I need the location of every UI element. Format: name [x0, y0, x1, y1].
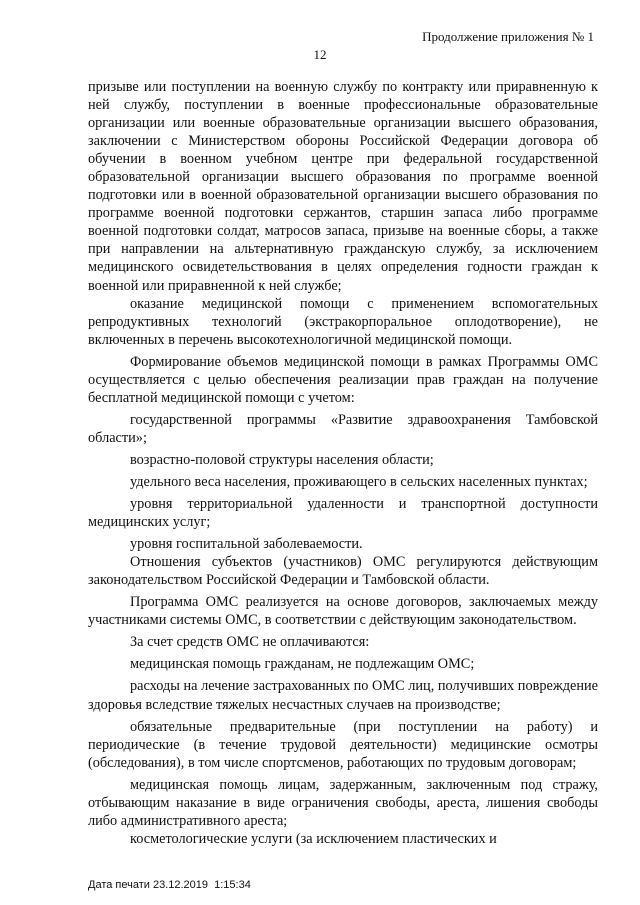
appendix-continuation-note: Продолжение приложения № 1 [422, 29, 594, 44]
paragraph-medical-examinations: обязательные предварительные (при поступлении на работу) и периодические (в течение трудовой деятельности) медицинские осмотры (обследования), в том числе спортсменов, работающих по трудовым договорам; [88, 718, 598, 771]
paragraph-territorial-remoteness: уровня территориальной удаленности и транспортной доступности медицинских услуг; [88, 496, 598, 531]
paragraph-age-sex-structure: возрастно-половой структуры населения области; [130, 451, 434, 468]
paragraph-volume-formation: Формирование объемов медицинской помощи в рамках Программы ОМС осуществляется с целью обеспечения реализации прав граждан на получение бесплатной медицинской помощи с учетом: [88, 353, 598, 406]
paragraph-military-service: призыве или поступлении на военную службу по контракту или приравненную к ней службу, поступлении в военные профессиональные образовательные организации или военные образовательные организации высшего образования, заключении с Министерством обороны Российской Федерации договора об обучении в военном учебном центре при федеральной государственной образовательной организации высшего образования по программе военной подготовки или в военной образовательной организации высшего образования по программе военной подготовки сержантов, старшин запаса либо программе военной подготовки солдат, матросов запаса, призыве на военные сборы, а также при направлении на альтернативную гражданскую службу, за исключением медицинского освидетельствования в целях определения годности граждан к военной или приравненной к ней службе; [88, 79, 598, 294]
paragraph-relations-of-subjects: Отношения субъектов (участников) ОМС регулируются действующим законодательством Российской Федерации и Тамбовской области. [88, 554, 598, 589]
paragraph-state-program: государственной программы «Развитие здравоохранения Тамбовской области»; [88, 411, 598, 446]
paragraph-cosmetology: косметологические услуги (за исключением пластических и [130, 830, 497, 847]
paragraph-contracts: Программа ОМС реализуется на основе договоров, заключаемых между участниками системы ОМС, в соответствии с действующим законодательством. [88, 594, 598, 629]
paragraph-ivf: оказание медицинской помощи с применением вспомогательных репродуктивных технологий (экстракорпоральное оплодотворение), не включенных в перечень высокотехнологичной медицинской помощи. [88, 295, 598, 348]
paragraph-hospital-morbidity: уровня госпитальной заболеваемости. [130, 536, 363, 553]
paragraph-not-paid-heading: За счет средств ОМС не оплачиваются: [130, 634, 370, 651]
paragraph-non-insured-care: медицинская помощь гражданам, не подлежащим ОМС; [130, 656, 475, 673]
page-number: 12 [313, 47, 327, 62]
paragraph-industrial-accidents: расходы на лечение застрахованных по ОМС лиц, получивших повреждение здоровья вследствие тяжелых несчастных случаев на производстве; [88, 678, 598, 713]
print-date: Дата печати 23.12.2019 1:15:34 [88, 879, 251, 891]
body-text [88, 78, 598, 848]
paragraph-detained-persons: медицинская помощь лицам, задержанным, заключенным под стражу, отбывающим наказание в виде ограничения свободы, ареста, лишения свободы либо административного ареста; [88, 776, 598, 829]
paragraph-rural-population: удельного веса населения, проживающего в сельских населенных пунктах; [130, 473, 588, 490]
